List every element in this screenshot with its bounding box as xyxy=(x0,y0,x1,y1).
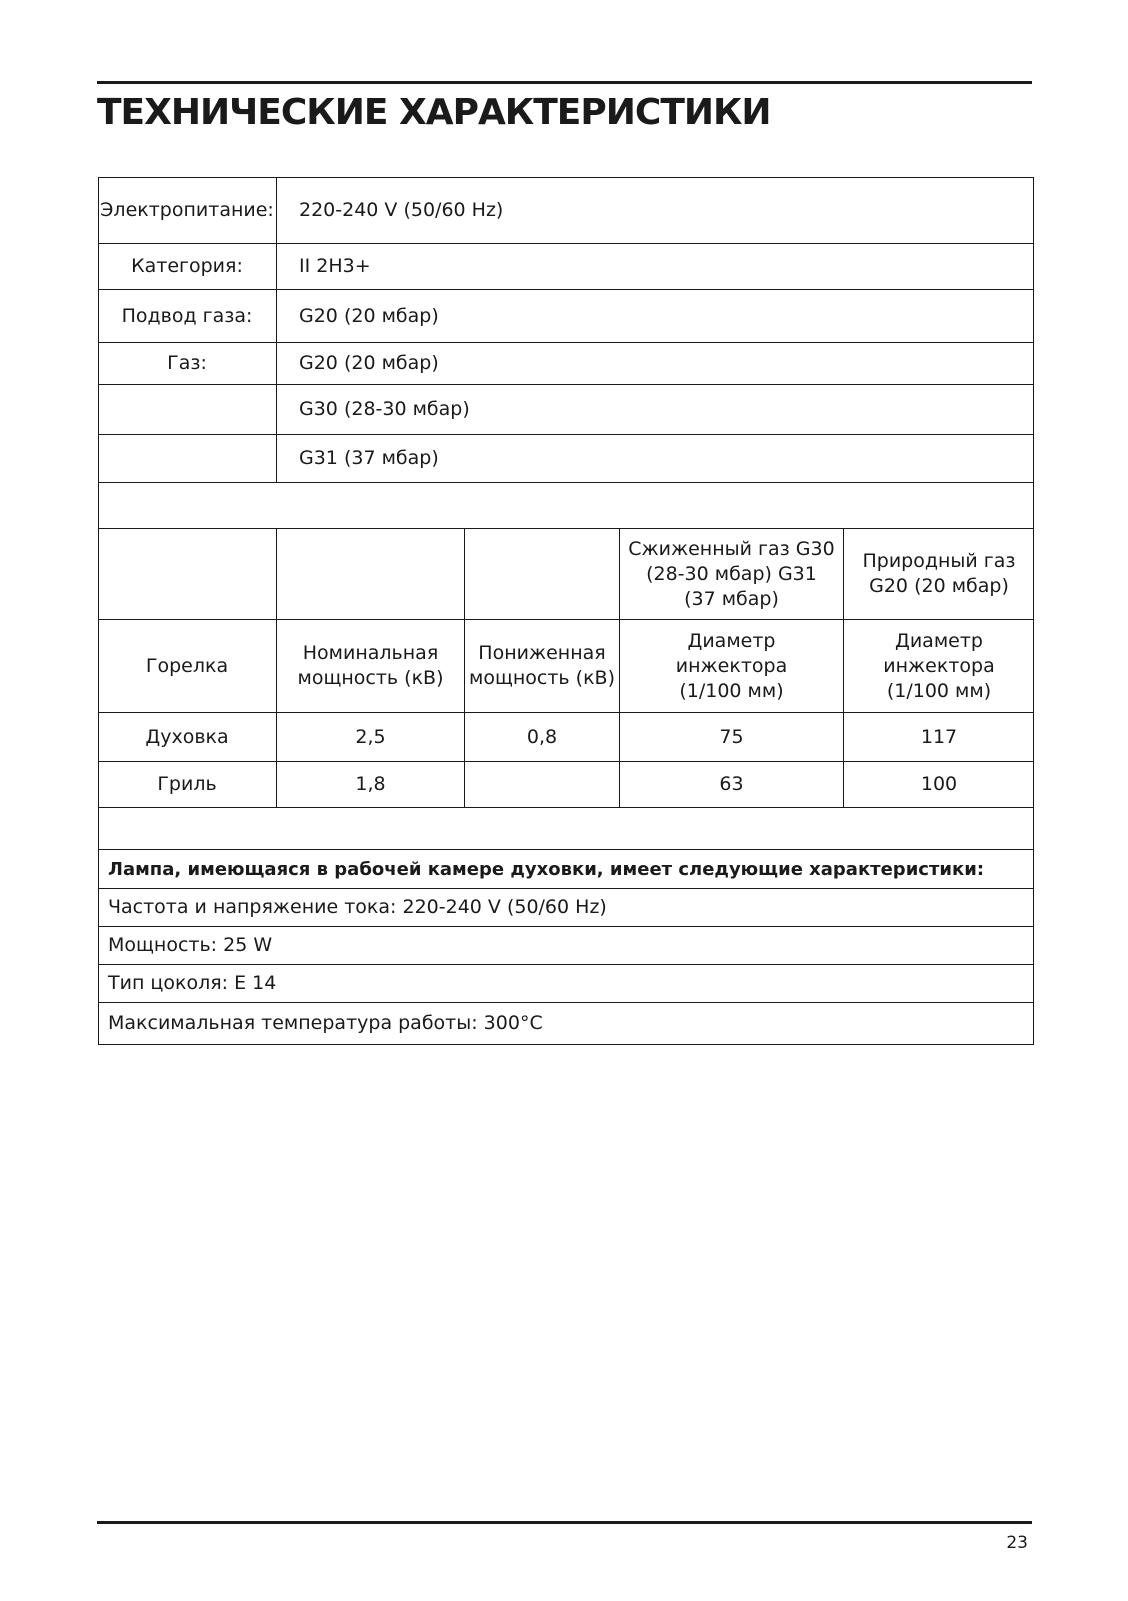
injector-natural-value: 100 xyxy=(920,773,958,795)
page-number: 23 xyxy=(1006,1533,1028,1553)
burner-name: Гриль xyxy=(157,773,217,795)
lamp-spec-line: Мощность: 25 W xyxy=(108,934,273,956)
category-label: Категория: xyxy=(131,255,243,277)
gas-supply-label: Подвод газа: xyxy=(121,304,253,327)
injector-natural-column-header: Диаметр инжектора (1/100 мм) xyxy=(883,629,995,702)
gas-supply-value: G20 (20 мбар) xyxy=(299,304,439,327)
reduced-power-value xyxy=(465,762,619,807)
injector-lpg-value: 75 xyxy=(719,725,744,748)
burner-name: Духовка xyxy=(145,725,229,748)
power-supply-value: 220-240 V (50/60 Hz) xyxy=(299,198,504,221)
injector-lpg-value: 63 xyxy=(719,773,744,795)
gas-label: Газ: xyxy=(167,352,207,374)
lamp-spec-line: Максимальная температура работы: 300°C xyxy=(108,1012,543,1034)
top-rule xyxy=(97,81,1032,84)
reduced-power-value: 0,8 xyxy=(526,725,558,748)
nominal-power-column-header: Номинальная мощность (кВ) xyxy=(297,642,444,689)
page-title: ТЕХНИЧЕСКИЕ ХАРАКТЕРИСТИКИ xyxy=(97,92,771,133)
reduced-power-column-header: Пониженная мощность (кВ) xyxy=(469,642,615,689)
gas-value: G20 (20 мбар) xyxy=(299,352,439,374)
gas-value: G30 (28-30 мбар) xyxy=(299,398,470,420)
bottom-rule xyxy=(97,1521,1032,1524)
row-divider xyxy=(98,807,1034,808)
injector-lpg-column-header: Диаметр инжектора (1/100 мм) xyxy=(675,629,788,702)
lamp-spec-line: Тип цоколя: E 14 xyxy=(108,972,277,994)
injector-natural-value: 117 xyxy=(920,725,958,748)
gas-value: G31 (37 мбар) xyxy=(299,447,439,469)
nominal-power-value: 2,5 xyxy=(355,725,386,748)
category-value: II 2H3+ xyxy=(299,255,371,277)
row-divider xyxy=(98,482,1034,483)
lamp-spec-line: Частота и напряжение тока: 220-240 V (50/60 Hz) xyxy=(108,896,607,918)
nominal-power-value: 1,8 xyxy=(355,773,386,795)
natural-gas-group-header: Природный газ G20 (20 мбар) xyxy=(862,550,1016,597)
lpg-group-header: Сжиженный газ G30 (28-30 мбар) G31 (37 мбар) xyxy=(628,537,835,610)
burner-column-header: Горелка xyxy=(145,654,229,677)
lamp-heading: Лампа, имеющаяся в рабочей камере духовки, имеет следующие характеристики: xyxy=(108,858,985,880)
power-supply-label: Электропитание: xyxy=(100,198,274,221)
